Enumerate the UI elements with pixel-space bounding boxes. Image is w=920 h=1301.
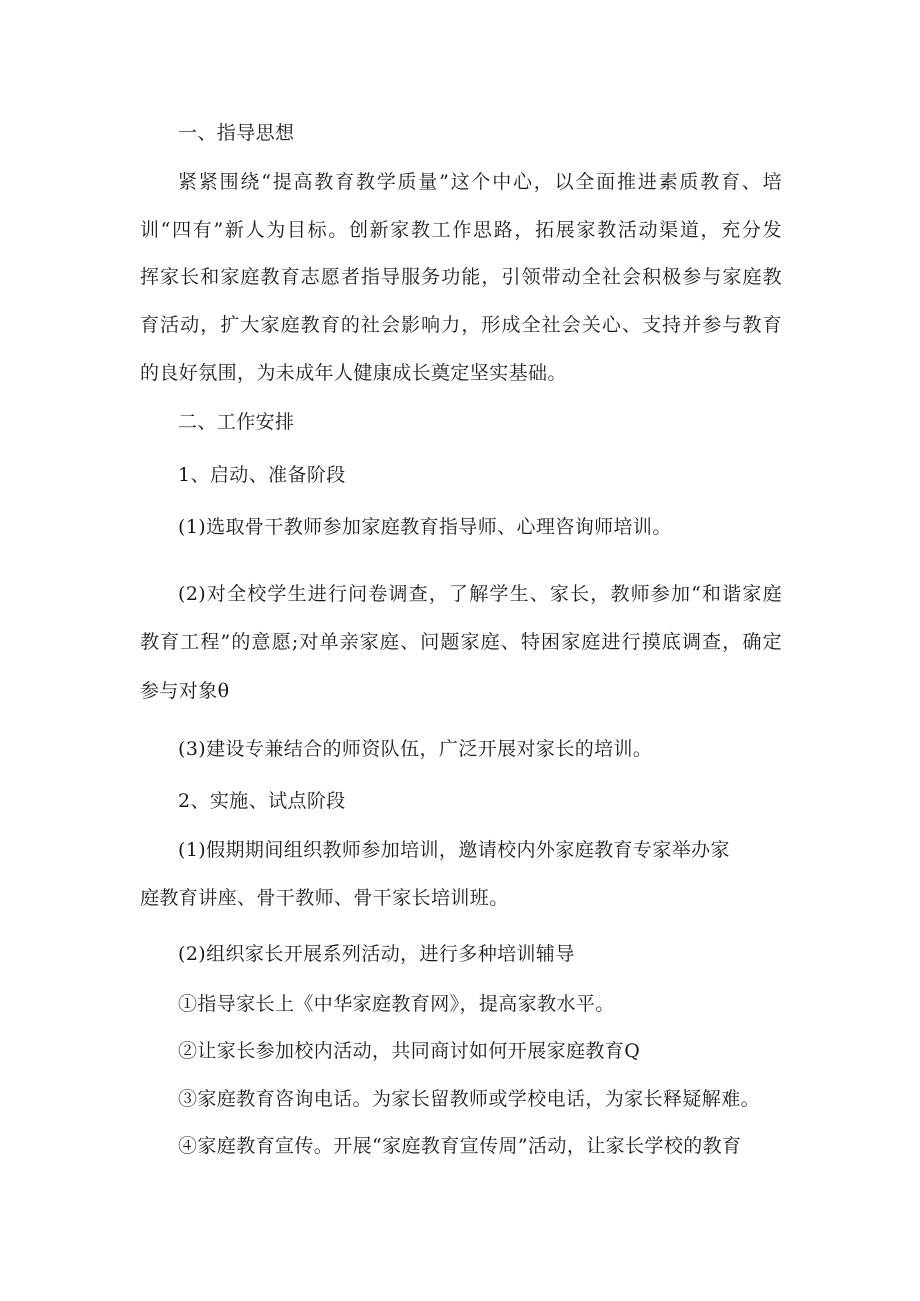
list-item-line: 庭教育讲座、骨干教师、骨干家长培训班。 (140, 887, 509, 909)
paragraph-line: 训“四有”新人为目标。创新家教工作思路，拓展家教活动渠道，充分发 (140, 219, 782, 241)
paragraph-line: 育活动，扩大家庭教育的社会影响力，形成全社会关心、支持并参与教育 (140, 314, 782, 336)
paragraph-line: 挥家长和家庭教育志愿者指导服务功能，引领带动全社会积极参与家庭教 (140, 266, 782, 288)
list-item-line: 教育工程”的意愿;对单亲家庭、问题家庭、特困家庭进行摸底调查，确定 (140, 631, 782, 653)
paragraph-line: 的良好氛围，为未成年人健康成长奠定坚实基础。 (140, 362, 567, 384)
list-item-line: (1)假期期间组织教师参加培训，邀请校内外家庭教育专家举办家 (178, 839, 730, 861)
paragraph-line: 紧紧围绕“提高教育教学质量”这个中心，以全面推进素质教育、培 (178, 171, 782, 193)
list-item: (2)组织家长开展系列活动，进行多种培训辅导 (178, 943, 575, 965)
sub-list-item: ②让家长参加校内活动，共同商讨如何开展家庭教育Q (178, 1040, 641, 1062)
list-item: (1)选取骨干教师参加家庭教育指导师、心理咨询师培训。 (178, 516, 672, 538)
section-heading-work-arrangement: 二、工作安排 (178, 411, 295, 433)
sub-list-item: ③家庭教育咨询电话。为家长留教师或学校电话，为家长释疑解难。 (178, 1088, 761, 1110)
section-heading-guiding-ideology: 一、指导思想 (178, 122, 295, 144)
list-item-line: 参与对象θ (140, 680, 230, 702)
list-item: (3)建设专兼结合的师资队伍，广泛开展对家长的培训。 (178, 738, 653, 760)
sub-list-item: ④家庭教育宣传。开展“家庭教育宣传周”活动，让家长学校的教育 (178, 1135, 742, 1157)
stage-heading: 2、实施、试点阶段 (178, 790, 346, 812)
sub-list-item: ①指导家长上《中华家庭教育网》，提高家教水平。 (178, 993, 615, 1015)
stage-heading: 1、启动、准备阶段 (178, 464, 346, 486)
list-item-line: (2)对全校学生进行问卷调查，了解学生、家长，教师参加“和谐家庭 (178, 583, 782, 605)
